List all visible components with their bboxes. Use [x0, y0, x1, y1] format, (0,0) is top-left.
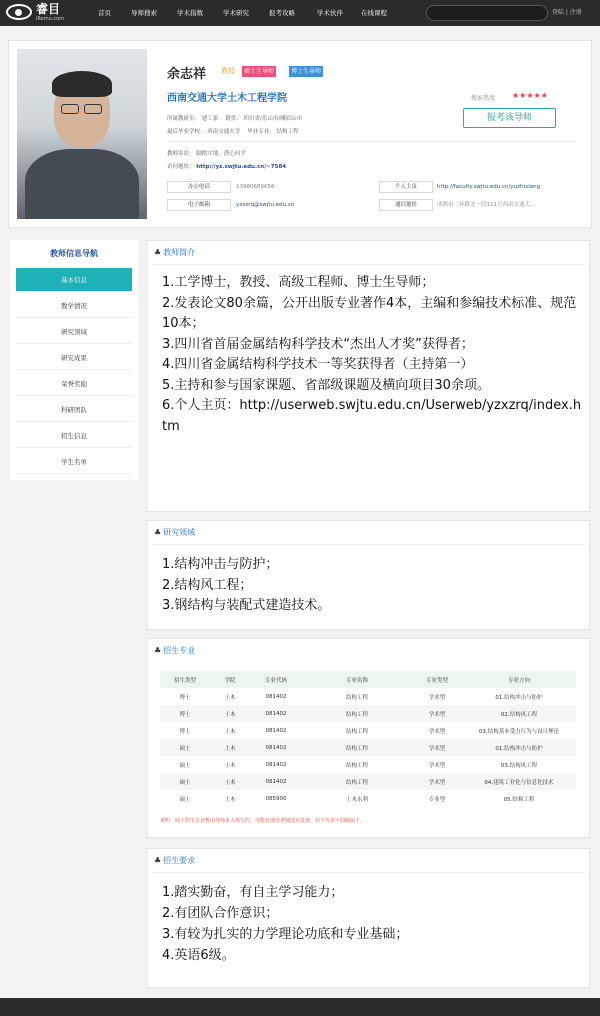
requirements-title: 招生要求 — [163, 856, 196, 865]
site-logo[interactable] — [6, 3, 68, 23]
cell: 硕士 — [160, 773, 210, 790]
register-link[interactable]: 注册 — [569, 9, 582, 16]
login-link[interactable]: 登陆 — [552, 9, 565, 16]
intro-section — [147, 240, 590, 512]
cell: 土木水利 — [345, 796, 368, 803]
research-text — [162, 555, 582, 617]
nav-partners[interactable]: 学术伙伴 — [317, 9, 343, 17]
rating-stars: ★★★★★ — [512, 91, 548, 100]
cell: 土木 — [224, 796, 236, 803]
visit-url-link[interactable]: http://yz.swjtu.edu.cn/~7584 — [196, 164, 287, 170]
top-bar — [0, 0, 600, 26]
origin-value: 四川省/乐山市/峨眉山市 — [243, 116, 303, 122]
section-divider — [152, 264, 585, 265]
profile-card — [8, 40, 592, 228]
nav-research[interactable]: 学术研究 — [223, 9, 249, 17]
requirement-line: 1.踏实勤奋，有自主学习能力； — [162, 885, 344, 900]
cell: 土木 — [210, 773, 250, 790]
dept-value: 建工系 — [201, 116, 219, 122]
recruit-title: 招生专业 — [163, 646, 196, 655]
apply-advisor-button[interactable]: 报考该导师 — [463, 108, 556, 128]
col-header: 专业代码 — [250, 671, 302, 688]
research-heading — [154, 527, 195, 538]
search-heat-label: 搜索热度 — [471, 95, 496, 102]
homepage-link[interactable]: http://faculty.swjtu.edu.cn/yuzhixiang — [437, 184, 541, 190]
cell: 专业型 — [428, 796, 446, 803]
cell: 结构工程 — [302, 705, 412, 722]
intro-line: 3.四川省首届金属结构科学技术“杰出人才奖”获得者； — [162, 336, 474, 352]
requirement-line: 2.有团队合作意识； — [162, 906, 279, 921]
intro-line: 5.主持和参与国家课题、省部级课题及横向项目30余项。 — [162, 377, 490, 393]
requirements-section — [147, 848, 590, 988]
dept-origin-line — [167, 114, 302, 122]
requirement-line: 3.有较为扎实的力学理论功底和专业基础； — [162, 927, 409, 942]
recruit-section — [147, 638, 590, 838]
requirements-text — [162, 882, 582, 966]
main-nav — [98, 0, 405, 26]
cell: 03.结构风工程 — [500, 762, 538, 769]
cell: 学术型 — [412, 705, 462, 722]
logo-text: 睿目 — [36, 2, 61, 16]
address-value: 成都市二环路北一段111号西南交通大... — [437, 202, 536, 208]
sidebar-title: 教师信息导航 — [50, 249, 98, 258]
sidebar-item-research-team[interactable]: 科研团队 — [16, 398, 132, 422]
cell: 081402 — [265, 727, 287, 734]
motto-label: 教师寄语： — [167, 151, 195, 157]
cell: 硕士 — [179, 762, 191, 769]
research-line: 1.结构冲击与防护； — [162, 557, 279, 572]
visit-label: 访问地址： — [167, 164, 195, 170]
photo-hair — [52, 71, 112, 97]
section-divider — [152, 872, 585, 873]
table-row — [160, 773, 576, 790]
auth-links: 登陆 | 注册 — [552, 9, 582, 16]
dept-label: 所属教研室： — [167, 116, 201, 122]
cell: 081402 — [250, 739, 302, 756]
sidebar-item-research-fields[interactable]: 研究领域 — [16, 320, 132, 344]
sidebar-item-teaching[interactable]: 教学情况 — [16, 294, 132, 318]
master-advisor-badge: 硕士生导师 — [244, 68, 275, 75]
motto-line — [167, 149, 246, 157]
table-row — [160, 705, 576, 722]
cell: 学术型 — [428, 762, 446, 769]
cell: 土木 — [210, 705, 250, 722]
cell: 学术型 — [412, 773, 462, 790]
intro-line: 6.个人主页：http://userweb.swjtu.edu.cn/Userweb/yzxzrq/index.htm — [162, 398, 582, 434]
visit-line — [167, 162, 286, 170]
cell: 03.结构基本受力行为与设计理论 — [478, 728, 560, 735]
cell: 学术型 — [428, 694, 446, 701]
origin-label: 籍贯： — [225, 116, 242, 122]
club-icon: ♣ — [154, 646, 162, 655]
col-header: 招生类型 — [160, 671, 210, 688]
eye-logo-icon — [6, 4, 32, 20]
cell: 081402 — [250, 705, 302, 722]
table-row — [160, 688, 576, 705]
col-header: 专业名称 — [302, 671, 412, 688]
grad-school-value: 西南交通大学 — [207, 129, 241, 135]
club-icon: ♣ — [154, 528, 162, 537]
major-value: 结构工程 — [276, 129, 299, 135]
cell: 01.结构冲击与防护 — [462, 739, 576, 756]
grad-school-label: 最后毕业学校： — [167, 129, 206, 135]
teacher-info-sidebar — [10, 240, 138, 480]
cell: 02.结构风工程 — [462, 705, 576, 722]
cell: 土木 — [224, 694, 236, 701]
email-value[interactable]: yzxzrq@swjtu.edu.cn — [236, 202, 295, 208]
cell: 081402 — [265, 693, 287, 700]
cell: 学术型 — [412, 739, 462, 756]
nav-online-courses[interactable]: 在线课程 — [361, 9, 387, 17]
school-name[interactable]: 西南交通大学土木工程学院 — [167, 93, 287, 104]
col-header: 学院 — [210, 671, 250, 688]
nav-academic-index[interactable]: 学术指数 — [177, 9, 203, 17]
section-divider — [152, 544, 585, 545]
recruit-heading — [154, 645, 195, 656]
title-badge: 教授 — [221, 67, 235, 75]
search-input[interactable] — [426, 5, 548, 21]
intro-title: 教师简介 — [163, 248, 196, 257]
nav-advisor-search[interactable]: 导师搜索 — [131, 9, 157, 17]
requirements-heading — [154, 855, 195, 866]
sidebar-item-honors[interactable]: 荣誉奖励 — [16, 372, 132, 396]
intro-line: 2.发表论文80余篇，公开出版专业著作4本，主编和参编技术标准、规范10本； — [162, 295, 577, 331]
cell: 硕士 — [160, 739, 210, 756]
intro-line: 1.工学博士，教授、高级工程师、博士生导师； — [162, 275, 435, 290]
cell: 05.结构工程 — [503, 796, 535, 803]
cell: 01.结构冲击与防护 — [495, 694, 543, 701]
club-icon: ♣ — [154, 248, 162, 257]
table-header-row — [160, 671, 576, 688]
advisor-name: 余志祥 — [167, 67, 207, 82]
homepage-label: 个人主页 — [379, 181, 433, 193]
cell: 博士 — [160, 705, 210, 722]
intro-line: 4.四川省金属结构科学技术一等奖获得者（主持第一） — [162, 357, 474, 372]
nav-exam-guide[interactable]: 报考攻略 — [269, 9, 295, 17]
cell: 结构工程 — [302, 739, 412, 756]
sidebar-item-research-results[interactable]: 研究成果 — [16, 346, 132, 370]
glasses-right — [84, 104, 102, 114]
cell: 硕士 — [179, 796, 191, 803]
club-icon: ♣ — [154, 856, 162, 865]
col-header: 专业方向 — [462, 671, 576, 688]
phd-advisor-badge: 博士生导师 — [291, 68, 322, 75]
cell: 学术型 — [428, 728, 446, 735]
profile-divider — [167, 141, 577, 142]
glasses-left — [61, 104, 79, 114]
major-label: 毕业专业： — [247, 129, 275, 135]
photo-body — [25, 149, 139, 219]
sidebar-item-admissions[interactable]: 招生信息 — [16, 424, 132, 448]
motto-value: 脚踏实地、潜心向学 — [196, 151, 246, 157]
office-phone-value: 13980689658 — [236, 184, 275, 190]
table-row — [160, 790, 576, 807]
table-row — [160, 756, 576, 773]
advisor-photo — [17, 49, 147, 219]
nav-home[interactable]: 首页 — [98, 9, 111, 17]
table-row — [160, 739, 576, 756]
cell: 博士 — [179, 694, 191, 701]
cell: 结构工程 — [345, 694, 368, 701]
research-line: 3.钢结构与装配式建造技术。 — [162, 598, 331, 613]
logo-subtext: iRemu.com — [36, 16, 65, 22]
cell: 土木 — [210, 739, 250, 756]
office-phone-label: 办公电话 — [167, 181, 231, 193]
cell: 结构工程 — [345, 762, 368, 769]
cell: 085900 — [265, 795, 287, 802]
intro-heading — [154, 247, 195, 258]
recruit-note: 说明：硕士招生专业暂由导师本人填写的，可能有部分老师没有设置，但不代表不招收硕士。 — [160, 818, 366, 824]
cell: 土木 — [224, 762, 236, 769]
cell: 081402 — [265, 761, 287, 768]
address-label: 通信地址 — [379, 199, 433, 211]
cell: 土木 — [224, 728, 236, 735]
graduation-line — [167, 127, 299, 135]
email-label: 电子邮箱 — [167, 199, 231, 211]
recruit-table — [160, 671, 576, 807]
intro-text — [162, 273, 582, 437]
cell: 博士 — [179, 728, 191, 735]
cell: 结构工程 — [345, 728, 368, 735]
research-section — [147, 520, 590, 630]
sidebar-item-basic-info[interactable]: 基本信息 — [16, 268, 132, 292]
col-header: 专业类型 — [412, 671, 462, 688]
footer-bar — [0, 998, 600, 1016]
research-line: 2.结构风工程； — [162, 577, 253, 593]
sidebar-item-students[interactable]: 学生名单 — [16, 450, 132, 474]
cell: 04.建筑工业化与信息化技术 — [462, 773, 576, 790]
research-title: 研究领域 — [163, 528, 196, 537]
cell: 081402 — [250, 773, 302, 790]
cell: 结构工程 — [302, 773, 412, 790]
table-row — [160, 722, 576, 739]
requirement-line: 4.英语6级。 — [162, 948, 235, 963]
